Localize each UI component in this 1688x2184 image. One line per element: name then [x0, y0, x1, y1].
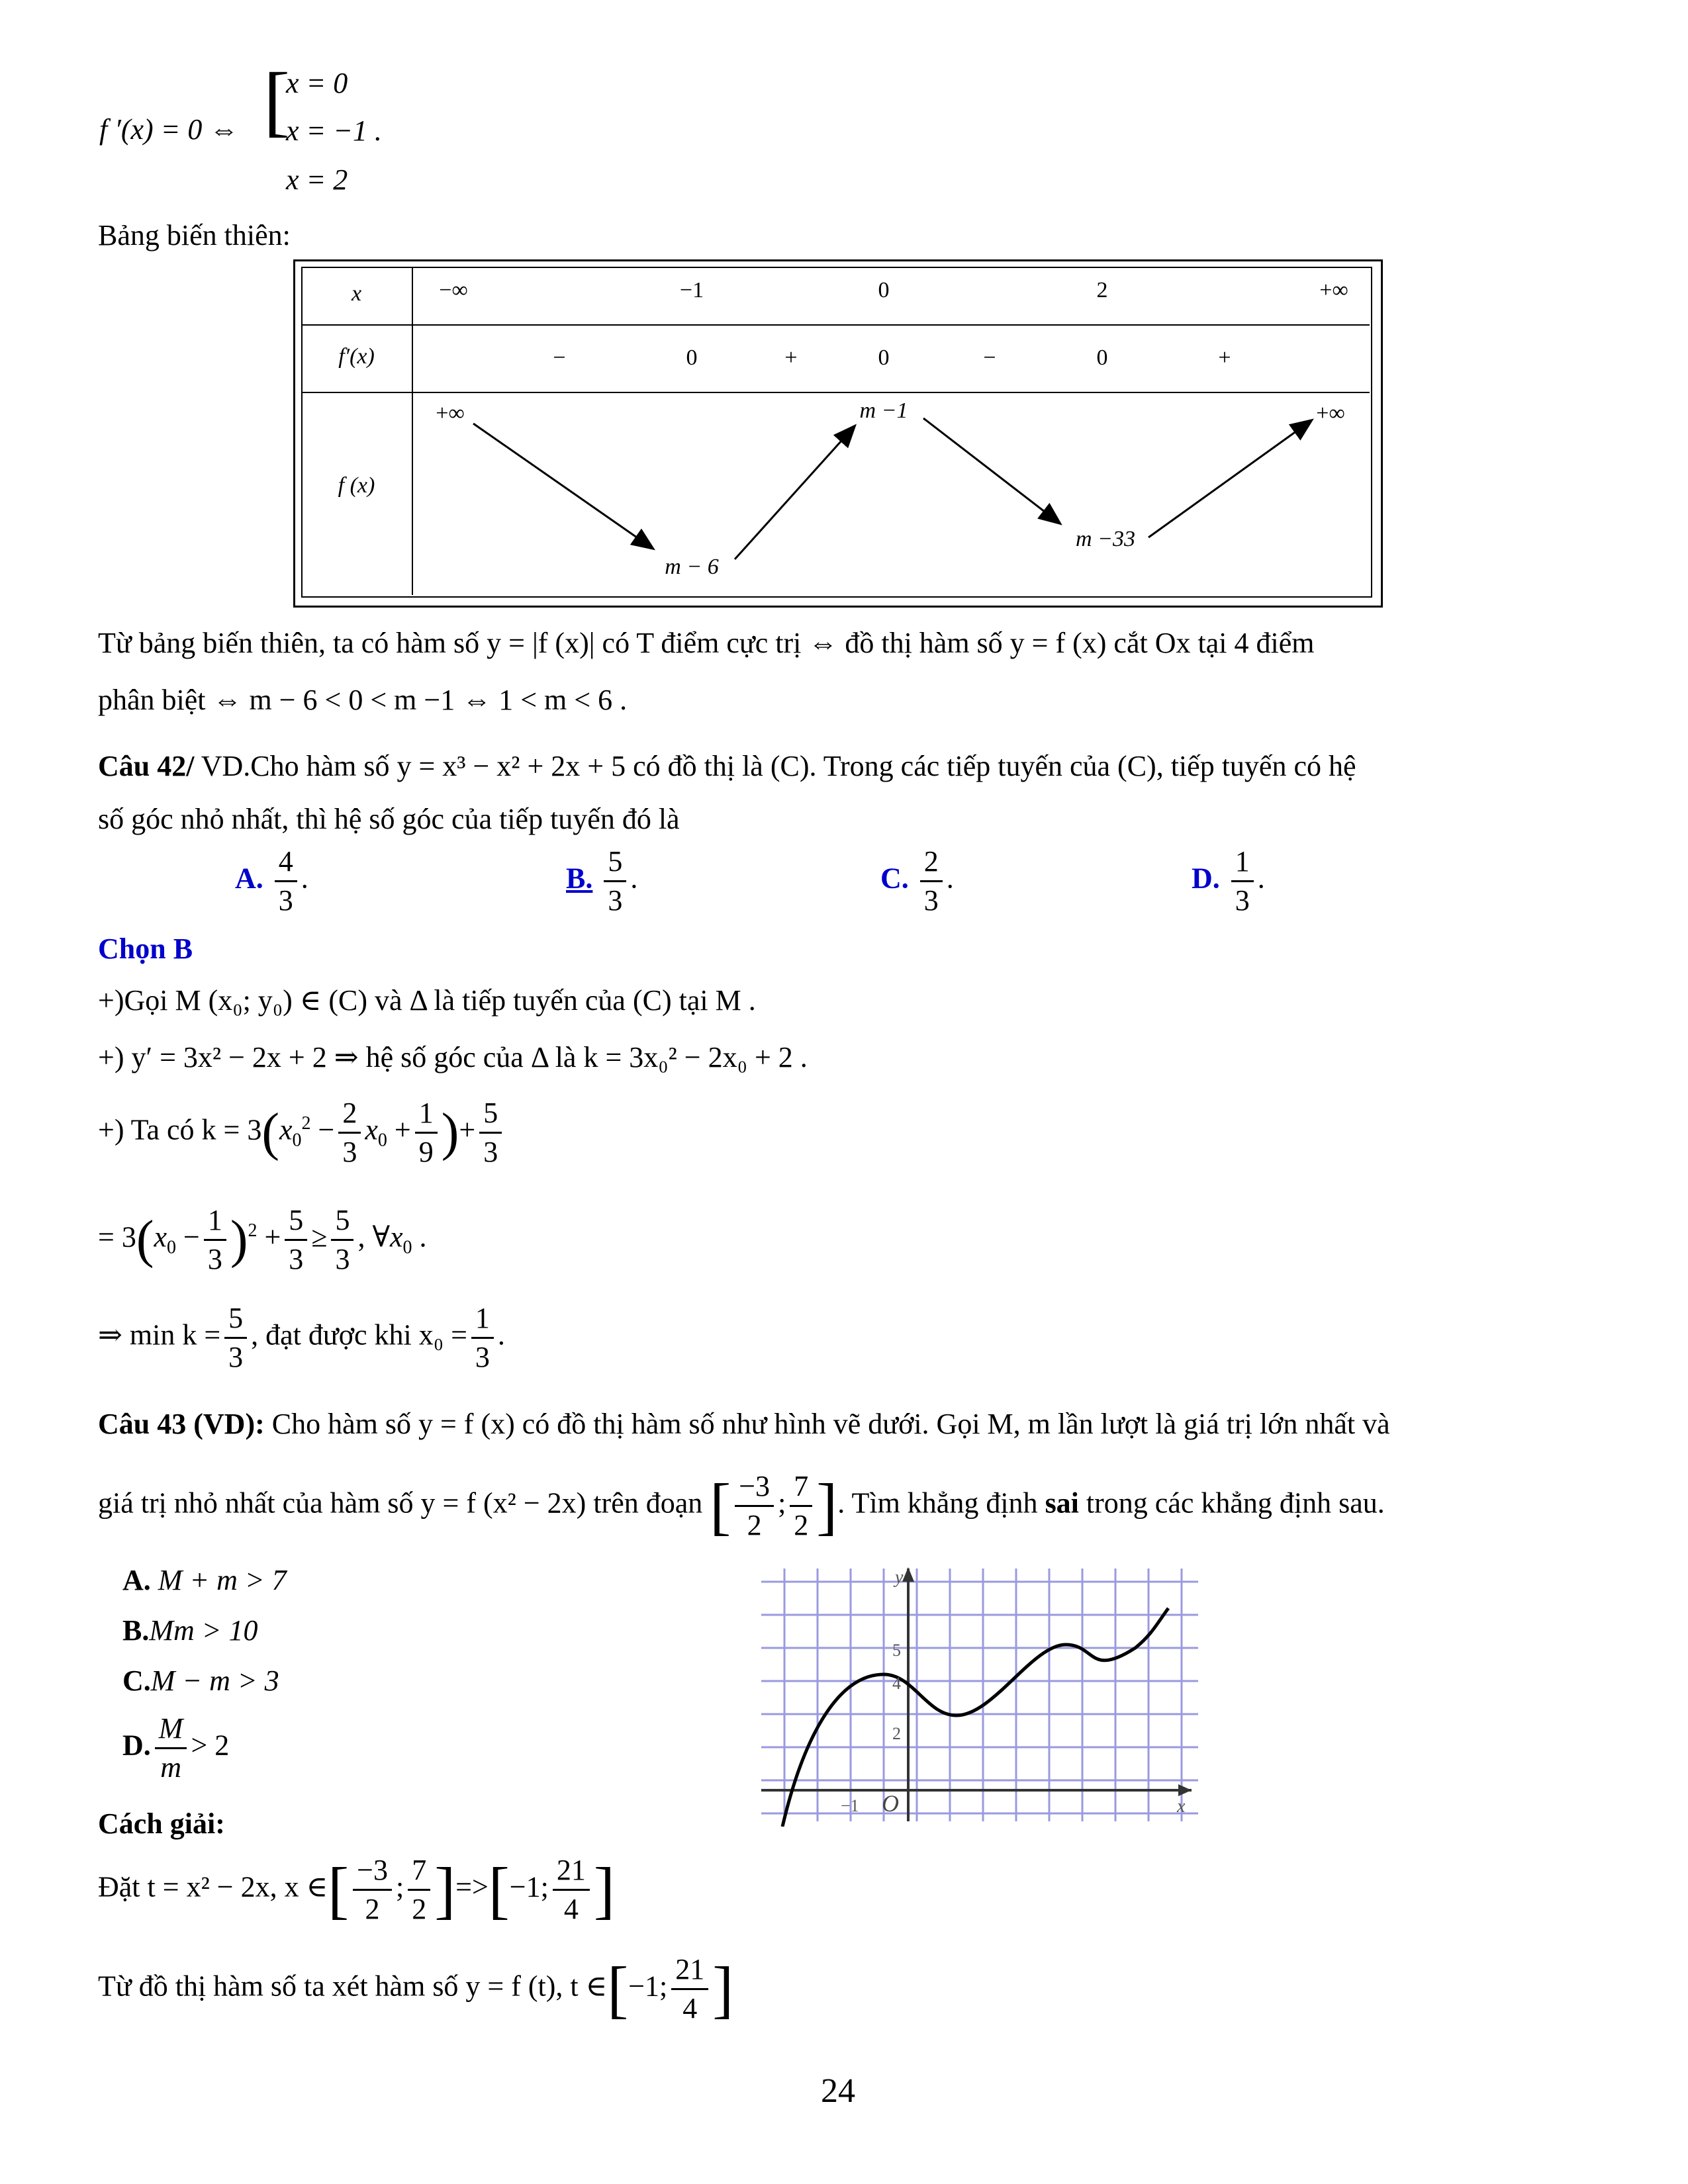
- arrow-up-1: [735, 427, 854, 559]
- q42-text: VD.Cho hàm số y = x³ − x² + 2x + 5 có đồ thị là (C). Trong các tiếp tuyến của (C), tiếp tuyến có hệ: [194, 750, 1356, 782]
- q42-option-a[interactable]: A. $\frac{4}{3}$ .: [235, 845, 308, 917]
- x-0: 0: [878, 278, 890, 302]
- f-neg-inf-limit: +∞: [436, 401, 465, 426]
- q42-option-d[interactable]: D. $\frac{1}{3}$ .: [1192, 845, 1265, 917]
- q42-option-b[interactable]: B. $\frac{5}{3}$ .: [566, 845, 638, 917]
- f-pos-inf-limit: +∞: [1316, 401, 1345, 426]
- fp-zero-3: 0: [1096, 345, 1108, 370]
- tick-5: 5: [892, 1641, 901, 1660]
- x-axis-label: x: [1177, 1796, 1186, 1817]
- fp-zero-1: 0: [686, 345, 698, 370]
- q42-sol-5: ⇒ min k = $\frac{5}{3}$ , đạt được khi x₀ = $\frac{1}{3}$ .: [98, 1302, 505, 1373]
- q42-sol-2: +) y′ = 3x² − 2x + 2 ⇒ hệ số góc của Δ là k = 3x₀² − 2x₀ + 2 .: [98, 1041, 808, 1073]
- tick-2: 2: [892, 1724, 901, 1743]
- q42-line-1: [98, 749, 1356, 783]
- q43-line-2: giá trị nhỏ nhất của hàm số y = f (x² − 2x) trên đoạn [ $\frac{-3}{2}$ ; $\frac{7}{2}$ ]. Tìm khẳng định sai trong các khẳng định sau.: [98, 1470, 1385, 1541]
- fp-sign-1: −: [553, 345, 566, 370]
- variation-arrows: [0, 0, 1688, 662]
- q43-option-a[interactable]: A. M + m > 7: [122, 1564, 287, 1596]
- row-f-label: f (x): [338, 473, 375, 498]
- x-neg1: −1: [679, 278, 704, 302]
- case-1: x = 0: [286, 67, 348, 99]
- tick-4: 4: [892, 1674, 901, 1693]
- fp-sign-4: +: [1218, 345, 1231, 370]
- q42-title: Câu 42/: [98, 750, 195, 782]
- page-number: 24: [821, 2072, 855, 2110]
- function-curve: [782, 1608, 1168, 1827]
- q43-title: Câu 43 (VD):: [98, 1408, 265, 1440]
- function-graph: [755, 1562, 1205, 1827]
- q42-answer: Chọn B: [98, 933, 193, 965]
- q43-last-line: Từ đồ thị hàm số ta xét hàm số y = f (t), t ∈[−1; $\frac{21}{4}$ ]: [98, 1953, 734, 2025]
- arrow-down-2: [923, 418, 1059, 523]
- q42-sol-4: = $3(x_0$ − $\frac{1}{3}$ )$^2$ + $\frac{5}{3}$ ≥ $\frac{5}{3}$ , $\forall x_0$ .: [98, 1204, 427, 1275]
- derivative-lhs: f ′(x) = 0 ⇔: [99, 113, 239, 146]
- x-neg-inf: −∞: [439, 278, 468, 302]
- fp-sign-2: +: [784, 345, 798, 370]
- row-x-label: x: [351, 281, 362, 306]
- q42-option-c[interactable]: C. $\frac{2}{3}$ .: [880, 845, 954, 917]
- case-3: x = 2: [286, 163, 348, 196]
- graph-grid: [761, 1569, 1198, 1821]
- q43-dat: Đặt t = x² − 2x, x ∈[ $\frac{-3}{2}$ ; $\frac{7}{2}$ ]=>[−1; $\frac{21}{4}$ ]: [98, 1854, 615, 1925]
- tick-neg1: −1: [841, 1796, 859, 1815]
- q43-option-d[interactable]: D. $\frac{M}{m}$ > 2: [122, 1712, 230, 1784]
- fp-sign-3: −: [983, 345, 996, 370]
- conclusion-line-1: Từ bảng biến thiên, ta có hàm số y = |f (x)| có T điểm cực trị ⇔ đồ thị hàm số y = f (x) cắt Ox tại 4 điểm: [98, 627, 1315, 659]
- cach-giai: Cách giải:: [98, 1807, 225, 1840]
- f-min-2: m −33: [1076, 527, 1135, 551]
- bbt-label: Bảng biến thiên:: [98, 219, 291, 251]
- y-axis-label: y: [895, 1567, 904, 1588]
- f-max: m −1: [859, 398, 908, 423]
- case-2: x = −1 .: [286, 114, 382, 147]
- arrow-down-1: [473, 424, 652, 548]
- q42-sol-3: +) Ta có $k = 3(x_0^2$ − $\frac{2}{3}$ $x_0$ + $\frac{1}{9}$ )+ $\frac{5}{3}$: [98, 1099, 506, 1167]
- q43-option-c[interactable]: C.M − m > 3: [122, 1664, 279, 1697]
- q43-line-1: Câu 43 (VD): Cho hàm số y = f (x) có đồ thị hàm số như hình vẽ dưới. Gọi M, m lần lượt là giá trị lớn nhất và: [98, 1408, 1390, 1440]
- origin-label: O: [882, 1790, 899, 1817]
- conclusion-line-2: phân biệt ⇔ m − 6 < 0 < m −1 ⇔ 1 < m < 6 .: [98, 684, 628, 716]
- q42-line-2: số góc nhỏ nhất, thì hệ số góc của tiếp tuyến đó là: [98, 803, 680, 835]
- q42-sol-1: +)Gọi M (x₀; y₀) ∈ (C) và Δ là tiếp tuyến của (C) tại M .: [98, 984, 756, 1017]
- f-min-1: m − 6: [665, 555, 719, 579]
- case-bracket: [: [263, 56, 290, 144]
- x-pos-inf: +∞: [1319, 278, 1348, 302]
- fp-zero-2: 0: [878, 345, 890, 370]
- q43-option-b[interactable]: B.Mm > 10: [122, 1614, 258, 1647]
- x-2: 2: [1096, 278, 1108, 302]
- row-fp-label: f′(x): [338, 344, 375, 369]
- arrow-up-2: [1149, 421, 1311, 537]
